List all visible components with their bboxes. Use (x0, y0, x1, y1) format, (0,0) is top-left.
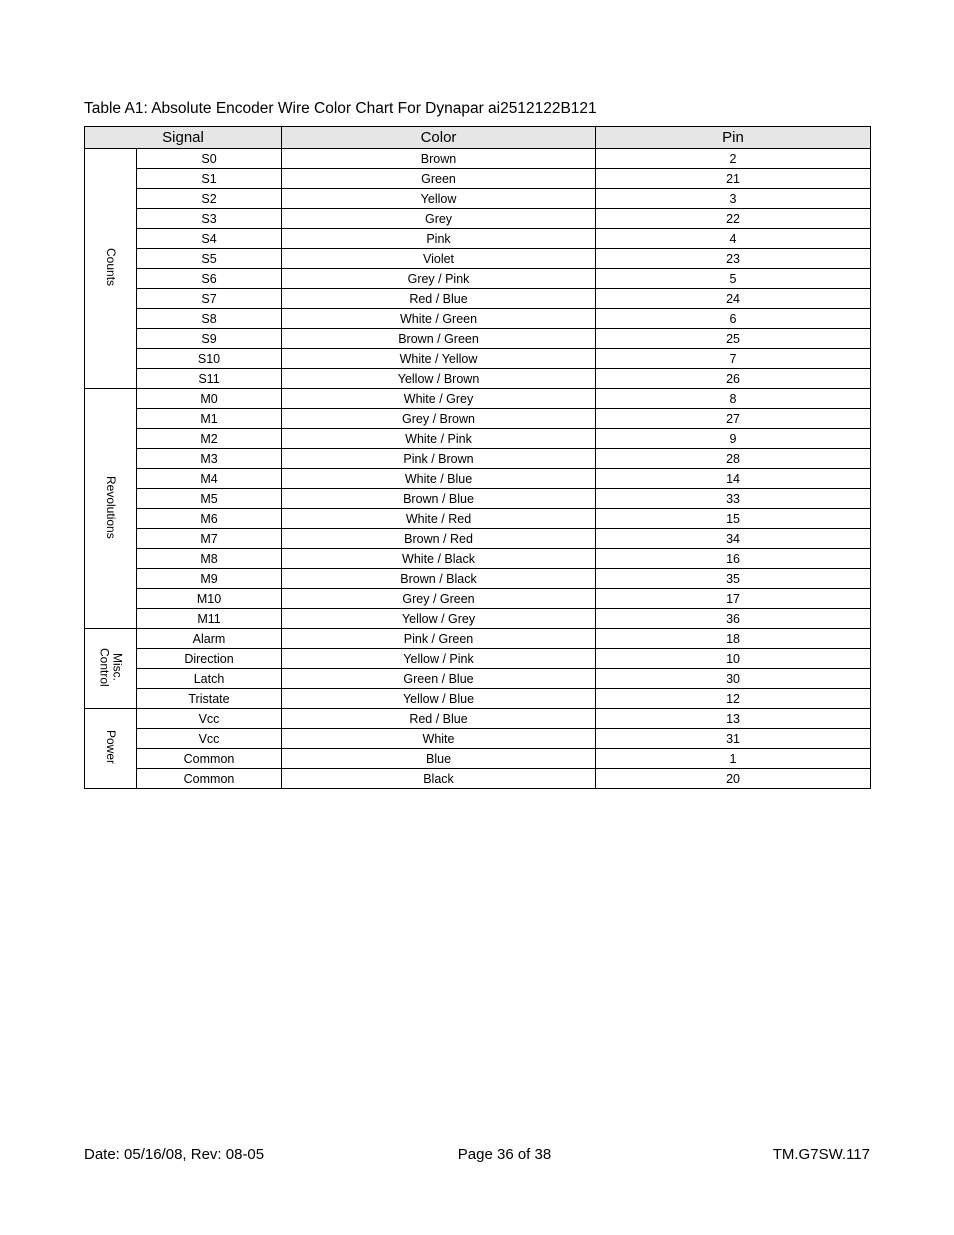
table-row (85, 609, 871, 629)
pin-cell: 31 (596, 729, 871, 749)
pin-cell: 36 (596, 609, 871, 629)
footer-document-id: TM.G7SW.117 (772, 1146, 870, 1163)
table-row (85, 449, 871, 469)
signal-cell: S3 (137, 209, 282, 229)
color-cell: Brown / Blue (282, 489, 596, 509)
table-row (85, 149, 871, 169)
pin-cell: 30 (596, 669, 871, 689)
pin-cell: 20 (596, 769, 871, 789)
color-cell: Green / Blue (282, 669, 596, 689)
table-header-row (85, 127, 871, 149)
pin-cell: 2 (596, 149, 871, 169)
color-cell: Brown / Black (282, 569, 596, 589)
signal-cell: M1 (137, 409, 282, 429)
pin-cell: 28 (596, 449, 871, 469)
table-row (85, 289, 871, 309)
pin-cell: 8 (596, 389, 871, 409)
color-cell: White / Red (282, 509, 596, 529)
color-cell: White / Black (282, 549, 596, 569)
color-cell: Brown / Red (282, 529, 596, 549)
table-row (85, 209, 871, 229)
signal-cell: S6 (137, 269, 282, 289)
signal-cell: M5 (137, 489, 282, 509)
pin-cell: 12 (596, 689, 871, 709)
signal-cell: S11 (137, 369, 282, 389)
pin-cell: 6 (596, 309, 871, 329)
color-cell: White / Pink (282, 429, 596, 449)
table-row (85, 669, 871, 689)
signal-cell: M3 (137, 449, 282, 469)
color-cell: Violet (282, 249, 596, 269)
signal-cell: S10 (137, 349, 282, 369)
pin-cell: 17 (596, 589, 871, 609)
signal-cell: S8 (137, 309, 282, 329)
pin-cell: 24 (596, 289, 871, 309)
signal-cell: Common (137, 749, 282, 769)
signal-cell: S7 (137, 289, 282, 309)
color-cell: White (282, 729, 596, 749)
pin-cell: 10 (596, 649, 871, 669)
color-cell: Brown / Green (282, 329, 596, 349)
table-row (85, 469, 871, 489)
table-row (85, 349, 871, 369)
color-cell: Grey / Pink (282, 269, 596, 289)
signal-cell: Latch (137, 669, 282, 689)
signal-cell: M8 (137, 549, 282, 569)
signal-cell: Common (137, 769, 282, 789)
table-row (85, 589, 871, 609)
group-label-cell (85, 149, 137, 389)
pin-cell: 33 (596, 489, 871, 509)
pin-cell: 25 (596, 329, 871, 349)
signal-cell: S0 (137, 149, 282, 169)
table-row (85, 269, 871, 289)
pin-cell: 4 (596, 229, 871, 249)
pin-cell: 35 (596, 569, 871, 589)
pin-cell: 15 (596, 509, 871, 529)
color-cell: Yellow / Brown (282, 369, 596, 389)
signal-cell: M4 (137, 469, 282, 489)
signal-cell: M2 (137, 429, 282, 449)
color-cell: Blue (282, 749, 596, 769)
signal-cell: S4 (137, 229, 282, 249)
table-row (85, 549, 871, 569)
table-row (85, 409, 871, 429)
table-row (85, 489, 871, 509)
pin-cell: 14 (596, 469, 871, 489)
group-label-cell (85, 709, 137, 789)
pin-cell: 21 (596, 169, 871, 189)
signal-cell: S9 (137, 329, 282, 349)
table-row (85, 649, 871, 669)
signal-cell: Vcc (137, 729, 282, 749)
table-row (85, 189, 871, 209)
color-cell: Yellow / Blue (282, 689, 596, 709)
pin-cell: 16 (596, 549, 871, 569)
table-row (85, 709, 871, 729)
table-caption: Table A1: Absolute Encoder Wire Color Chart For Dynapar ai2512122B121 (84, 100, 597, 117)
table-row (85, 249, 871, 269)
pin-cell: 34 (596, 529, 871, 549)
color-cell: Grey (282, 209, 596, 229)
table-row (85, 169, 871, 189)
signal-cell: Alarm (137, 629, 282, 649)
pin-cell: 18 (596, 629, 871, 649)
signal-header: Signal (85, 127, 282, 149)
color-header: Color (282, 127, 596, 149)
color-cell: White / Blue (282, 469, 596, 489)
pin-cell: 22 (596, 209, 871, 229)
signal-cell: M7 (137, 529, 282, 549)
color-cell: Brown (282, 149, 596, 169)
footer-page-number: Page 36 of 38 (457, 1146, 552, 1163)
group-label: Power (104, 729, 118, 764)
table-row (85, 309, 871, 329)
color-cell: Pink (282, 229, 596, 249)
table-row (85, 769, 871, 789)
pin-cell: 26 (596, 369, 871, 389)
table-row (85, 329, 871, 349)
wire-color-table (84, 126, 871, 789)
table-row (85, 369, 871, 389)
pin-cell: 27 (596, 409, 871, 429)
color-cell: White / Green (282, 309, 596, 329)
color-cell: White / Grey (282, 389, 596, 409)
signal-cell: Tristate (137, 689, 282, 709)
color-cell: Yellow / Pink (282, 649, 596, 669)
table-row (85, 389, 871, 409)
pin-cell: 23 (596, 249, 871, 269)
signal-cell: M10 (137, 589, 282, 609)
signal-cell: S5 (137, 249, 282, 269)
color-cell: Red / Blue (282, 709, 596, 729)
group-label: Counts (104, 247, 118, 287)
table-row (85, 729, 871, 749)
group-label-cell (85, 389, 137, 629)
pin-cell: 13 (596, 709, 871, 729)
color-cell: Red / Blue (282, 289, 596, 309)
signal-cell: S2 (137, 189, 282, 209)
table-row (85, 689, 871, 709)
color-cell: Yellow (282, 189, 596, 209)
pin-cell: 7 (596, 349, 871, 369)
color-cell: Grey / Brown (282, 409, 596, 429)
signal-cell: M9 (137, 569, 282, 589)
signal-cell: M0 (137, 389, 282, 409)
color-cell: White / Yellow (282, 349, 596, 369)
table-row (85, 429, 871, 449)
pin-cell: 9 (596, 429, 871, 449)
color-cell: Pink / Green (282, 629, 596, 649)
footer-date-revision: Date: 05/16/08, Rev: 08-05 (84, 1146, 265, 1163)
signal-cell: Vcc (137, 709, 282, 729)
color-cell: Grey / Green (282, 589, 596, 609)
table-row (85, 509, 871, 529)
color-cell: Green (282, 169, 596, 189)
group-label: Revolutions (104, 475, 118, 539)
group-label-cell (85, 629, 137, 709)
table-row (85, 229, 871, 249)
pin-cell: 1 (596, 749, 871, 769)
color-cell: Black (282, 769, 596, 789)
color-cell: Yellow / Grey (282, 609, 596, 629)
color-cell: Pink / Brown (282, 449, 596, 469)
table-row (85, 569, 871, 589)
signal-cell: Direction (137, 649, 282, 669)
pin-header: Pin (596, 127, 871, 149)
pin-cell: 3 (596, 189, 871, 209)
table-row (85, 629, 871, 649)
table-row (85, 749, 871, 769)
signal-cell: S1 (137, 169, 282, 189)
signal-cell: M6 (137, 509, 282, 529)
table-body (85, 149, 871, 789)
pin-cell: 5 (596, 269, 871, 289)
table-row (85, 529, 871, 549)
signal-cell: M11 (137, 609, 282, 629)
group-label: Misc. Control (97, 647, 125, 687)
